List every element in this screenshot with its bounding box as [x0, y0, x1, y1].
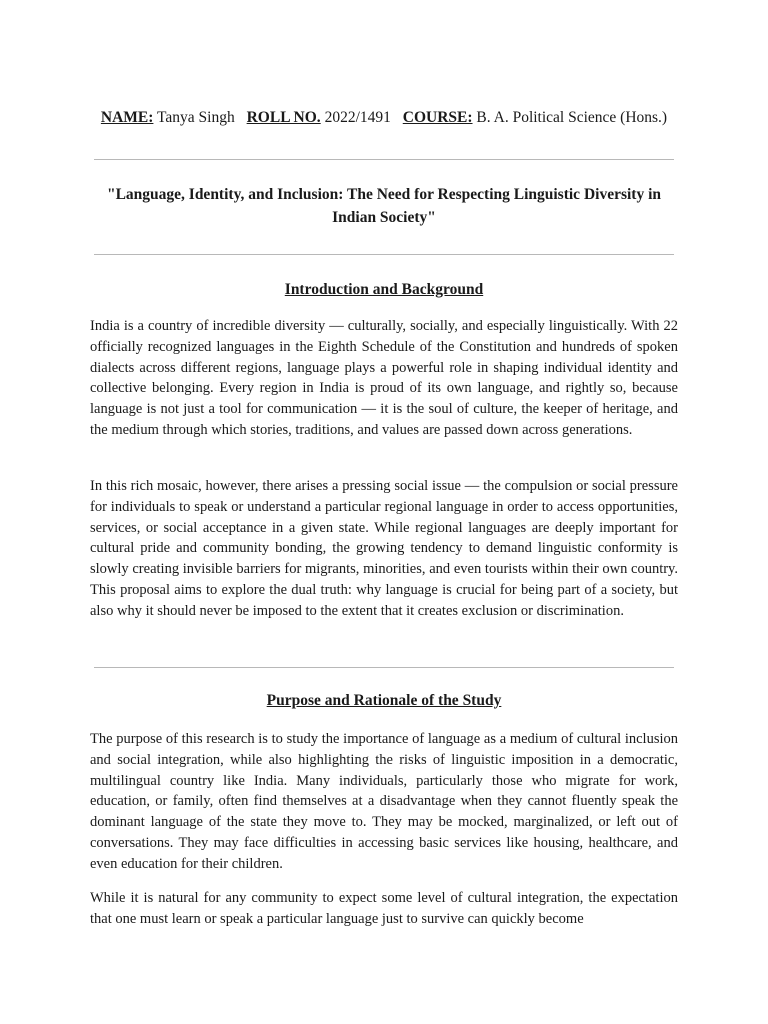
- name-value: Tanya Singh: [157, 109, 235, 126]
- divider: [94, 254, 674, 255]
- name-label: NAME:: [100, 109, 154, 126]
- roll-value: 2022/1491: [324, 109, 391, 126]
- roll-label: ROLL NO.: [246, 109, 321, 126]
- section-heading: Purpose and Rationale of the Study: [266, 692, 502, 709]
- divider: [94, 159, 674, 160]
- course-label: COURSE:: [402, 109, 473, 126]
- paragraph: In this rich mosaic, however, there arises a pressing social issue — the compulsion or social pressure for individuals to speak or understand a particular regional language in order to access opportunities, services, or social acceptance in a given state. While regional languages are deeply important for cultural pride and community bonding, the growing tendency to demand linguistic conformity is slowly creating invisible barriers for migrants, minorities, and even tourists within their own country. This proposal aims to explore the dual truth: why language is crucial for being part of a society, but also why it should never be imposed to the extent that it creates exclusion or discrimination.: [90, 478, 678, 619]
- divider: [94, 667, 674, 668]
- paragraph: The purpose of this research is to study the importance of language as a medium of cultural inclusion and social integration, while also highlighting the risks of linguistic imposition in a democratic, multilingual country like India. Many individuals, particularly those who migrate for work, education, or family, often find themselves at a disadvantage when they cannot fluently speak the dominant language of the state they move to. They may be mocked, marginalized, or left out of conversations. They may face difficulties in accessing basic services like housing, healthcare, and even education for their children.: [90, 731, 678, 872]
- course-value: B. A. Political Science (Hons.): [476, 109, 668, 126]
- document-title: "Language, Identity, and Inclusion: The Need for Respecting Linguistic Diversity in Indian Society": [106, 186, 662, 226]
- paragraph: While it is natural for any community to expect some level of cultural integration, the expectation that one must learn or speak a particular language just to survive can quickly become: [90, 890, 678, 927]
- student-info-line: [0, 108, 768, 128]
- paragraph: India is a country of incredible diversity — culturally, socially, and especially linguistically. With 22 officially recognized languages in the Eighth Schedule of the Constitution and hundreds of spoken dialects across different regions, language plays a powerful role in shaping individual identity and collective belonging. Every region in India is proud of its own language, and rightly so, because language is not just a tool for communication — it is the soul of culture, the keeper of heritage, and the medium through which stories, traditions, and values are passed down across generations.: [90, 318, 678, 438]
- section-heading: Introduction and Background: [284, 281, 484, 298]
